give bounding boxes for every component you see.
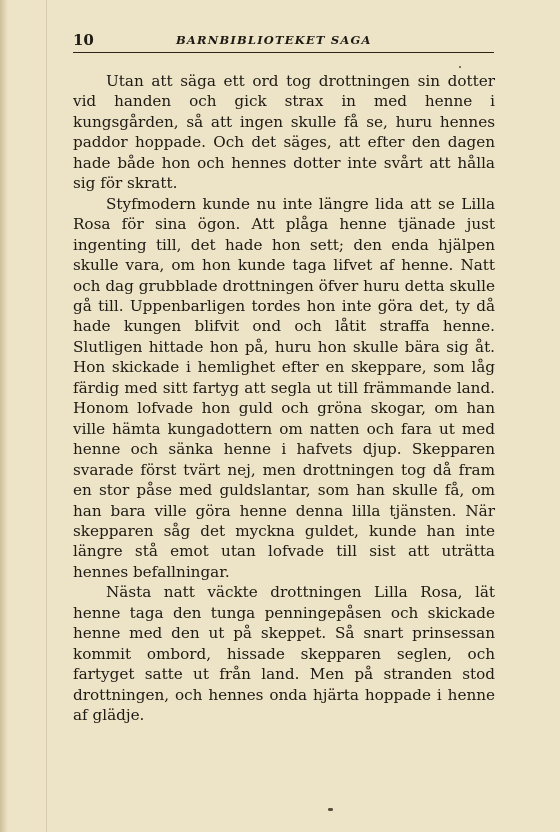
paragraph: Styfmodern kunde nu inte längre lida att se Lilla Rosa för sina ögon. Att plåga henne tjänade just ingenting till, det hade hon sett; den enda hjälpen skulle vara, om hon kunde taga lifvet af henne. Natt och dag grubblade drottningen öfver huru detta skulle gå till. Uppenbarligen tordes hon inte göra det, ty då hade kungen blifvit ond och låtit straffa henne. Slutligen hittade hon på, huru hon skulle bära sig åt. Hon skickade i hemlighet efter en skeppare, som låg färdig med sitt fartyg att segla ut till främmande land. Honom lofvade hon guld och gröna skogar, om han ville hämta kungadottern om natten och fara ut med henne och sänka henne i hafvets djup. Skepparen svarade först tvärt nej, men drottningen tog då fram en stor påse med guldslantar, som han skulle få, om han bara ville göra henne denna lilla tjänsten. När skepparen såg det myckna guldet, kunde han inte längre stå emot utan lofvade till sist att uträtta hennes befallningar. bbox=[73, 194, 495, 581]
running-title: BARNBIBLIOTEKET SAGA bbox=[176, 33, 372, 47]
header-rule bbox=[73, 52, 494, 53]
paragraph: Nästa natt väckte drottningen Lilla Rosa, lät henne taga den tunga penningepåsen och skickade henne med den ut på skeppet. Så snart prinsessan kommit ombord, hissade skepparen seglen, och fartyget satte ut från land. Men på stranden stod drottningen, och hennes onda hjärta hoppade i henne af glädje. bbox=[73, 583, 495, 725]
page-number: 10 bbox=[73, 31, 94, 49]
print-speck bbox=[328, 808, 333, 811]
page-header bbox=[73, 31, 493, 53]
print-speck bbox=[459, 66, 461, 68]
body-text bbox=[73, 71, 495, 726]
page-edge-shadow bbox=[0, 0, 8, 832]
paragraph: Utan att säga ett ord tog drottningen sin dotter vid handen och gick strax in med henne i kungsgården, så att ingen skulle få se, huru hennes paddor hoppade. Och det säges, att efter den dagen hade både hon och hennes dotter inte svårt att hålla sig för skratt. bbox=[73, 72, 495, 193]
page-fold-line bbox=[46, 0, 47, 832]
